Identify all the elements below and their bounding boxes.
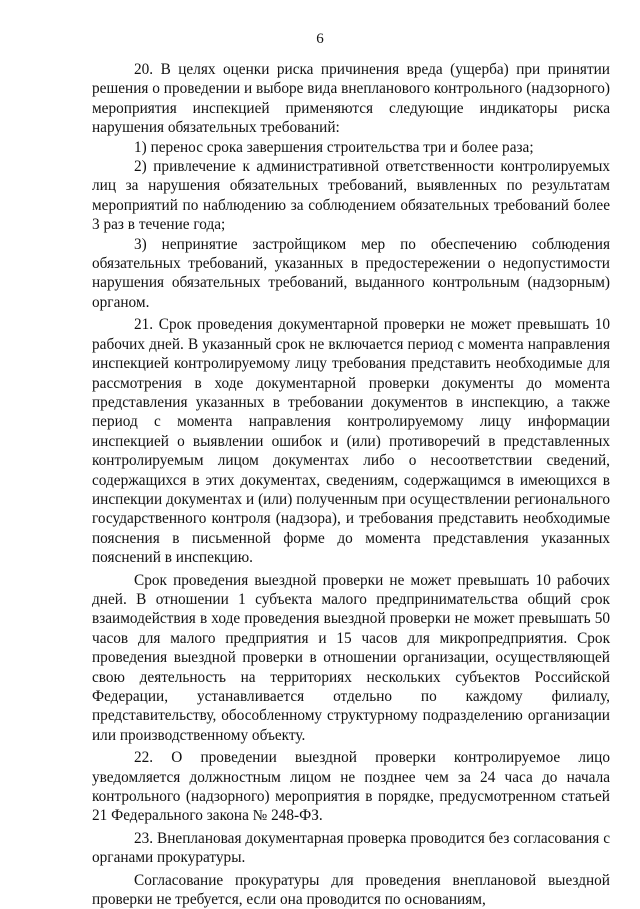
page-number: 6 [316, 31, 324, 47]
document-body [92, 60, 610, 909]
indicator-3: 3) непринятие застройщиком мер по обеспечению соблюдения обязательных требований, указанных в предостережении о недопустимости нарушения обязательных требований, выданного контрольным (надзорным) органом. [92, 235, 610, 311]
paragraph-field-inspection-term: Срок проведения выездной проверки не может превышать 10 рабочих дней. В отношении 1 субъекта малого предпринимательства общий срок взаимодействия в ходе проведения выездной проверки не может превышать 50 часов для малого предприятия и 15 часов для микропредприятия. Срок проведения выездной проверки в отношении организации, осуществляющей свою деятельность на территориях нескольких субъектов Российской Федерации, устанавливается отдельно по каждому филиалу, представительству, обособленному структурному подразделению организации или производственному объекту. [92, 571, 610, 744]
paragraph-21: 21. Срок проведения документарной проверки не может превышать 10 рабочих дней. В указанный срок не включается период с момента направления инспекцией контролируемому лицу требования представить необходимые для рассмотрения в ходе документарной проверки документы до момента представления указанных в требовании документов в инспекцию, а также период с момента направления контролируемому лицу информации инспекцией о выявлении ошибок и (или) противоречий в представленных контролируемым лицом документах либо о несоответствии сведений, содержащихся в этих документах, сведениям, содержащимся в имеющихся в инспекции документах и (или) полученным при осуществлении регионального государственного контроля (надзора), и требования представить необходимые пояснения в письменной форме до момента представления указанных пояснений в инспекцию. [92, 316, 610, 567]
indicator-1: 1) перенос срока завершения строительства три и более раза; [134, 138, 534, 156]
paragraph-20-intro: 20. В целях оценки риска причинения вреда (ущерба) при принятии решения о проведении и выборе вида внепланового контрольного (надзорного) мероприятия инспекцией применяются следующие индикаторы риска нарушения обязательных требований: [92, 61, 610, 137]
indicator-2: 2) привлечение к административной ответственности контролируемых лиц за нарушения обязательных требований, выявленных по результатам мероприятий по наблюдению за соблюдением обязательных требований более 3 раз в течение года; [92, 158, 610, 234]
paragraph-23: 23. Внеплановая документарная проверка проводится без согласования с органами прокуратуры. [92, 829, 610, 867]
paragraph-prosecutor-approval: Согласование прокуратуры для проведения внеплановой выездной проверки не требуется, если она проводится по основаниям, [92, 871, 610, 909]
paragraph-22: 22. О проведении выездной проверки контролируемое лицо уведомляется должностным лицом не позднее чем за 24 часа до начала контрольного (надзорного) мероприятия в порядке, предусмотренном статьей 21 Федерального закона № 248-ФЗ. [92, 749, 610, 825]
